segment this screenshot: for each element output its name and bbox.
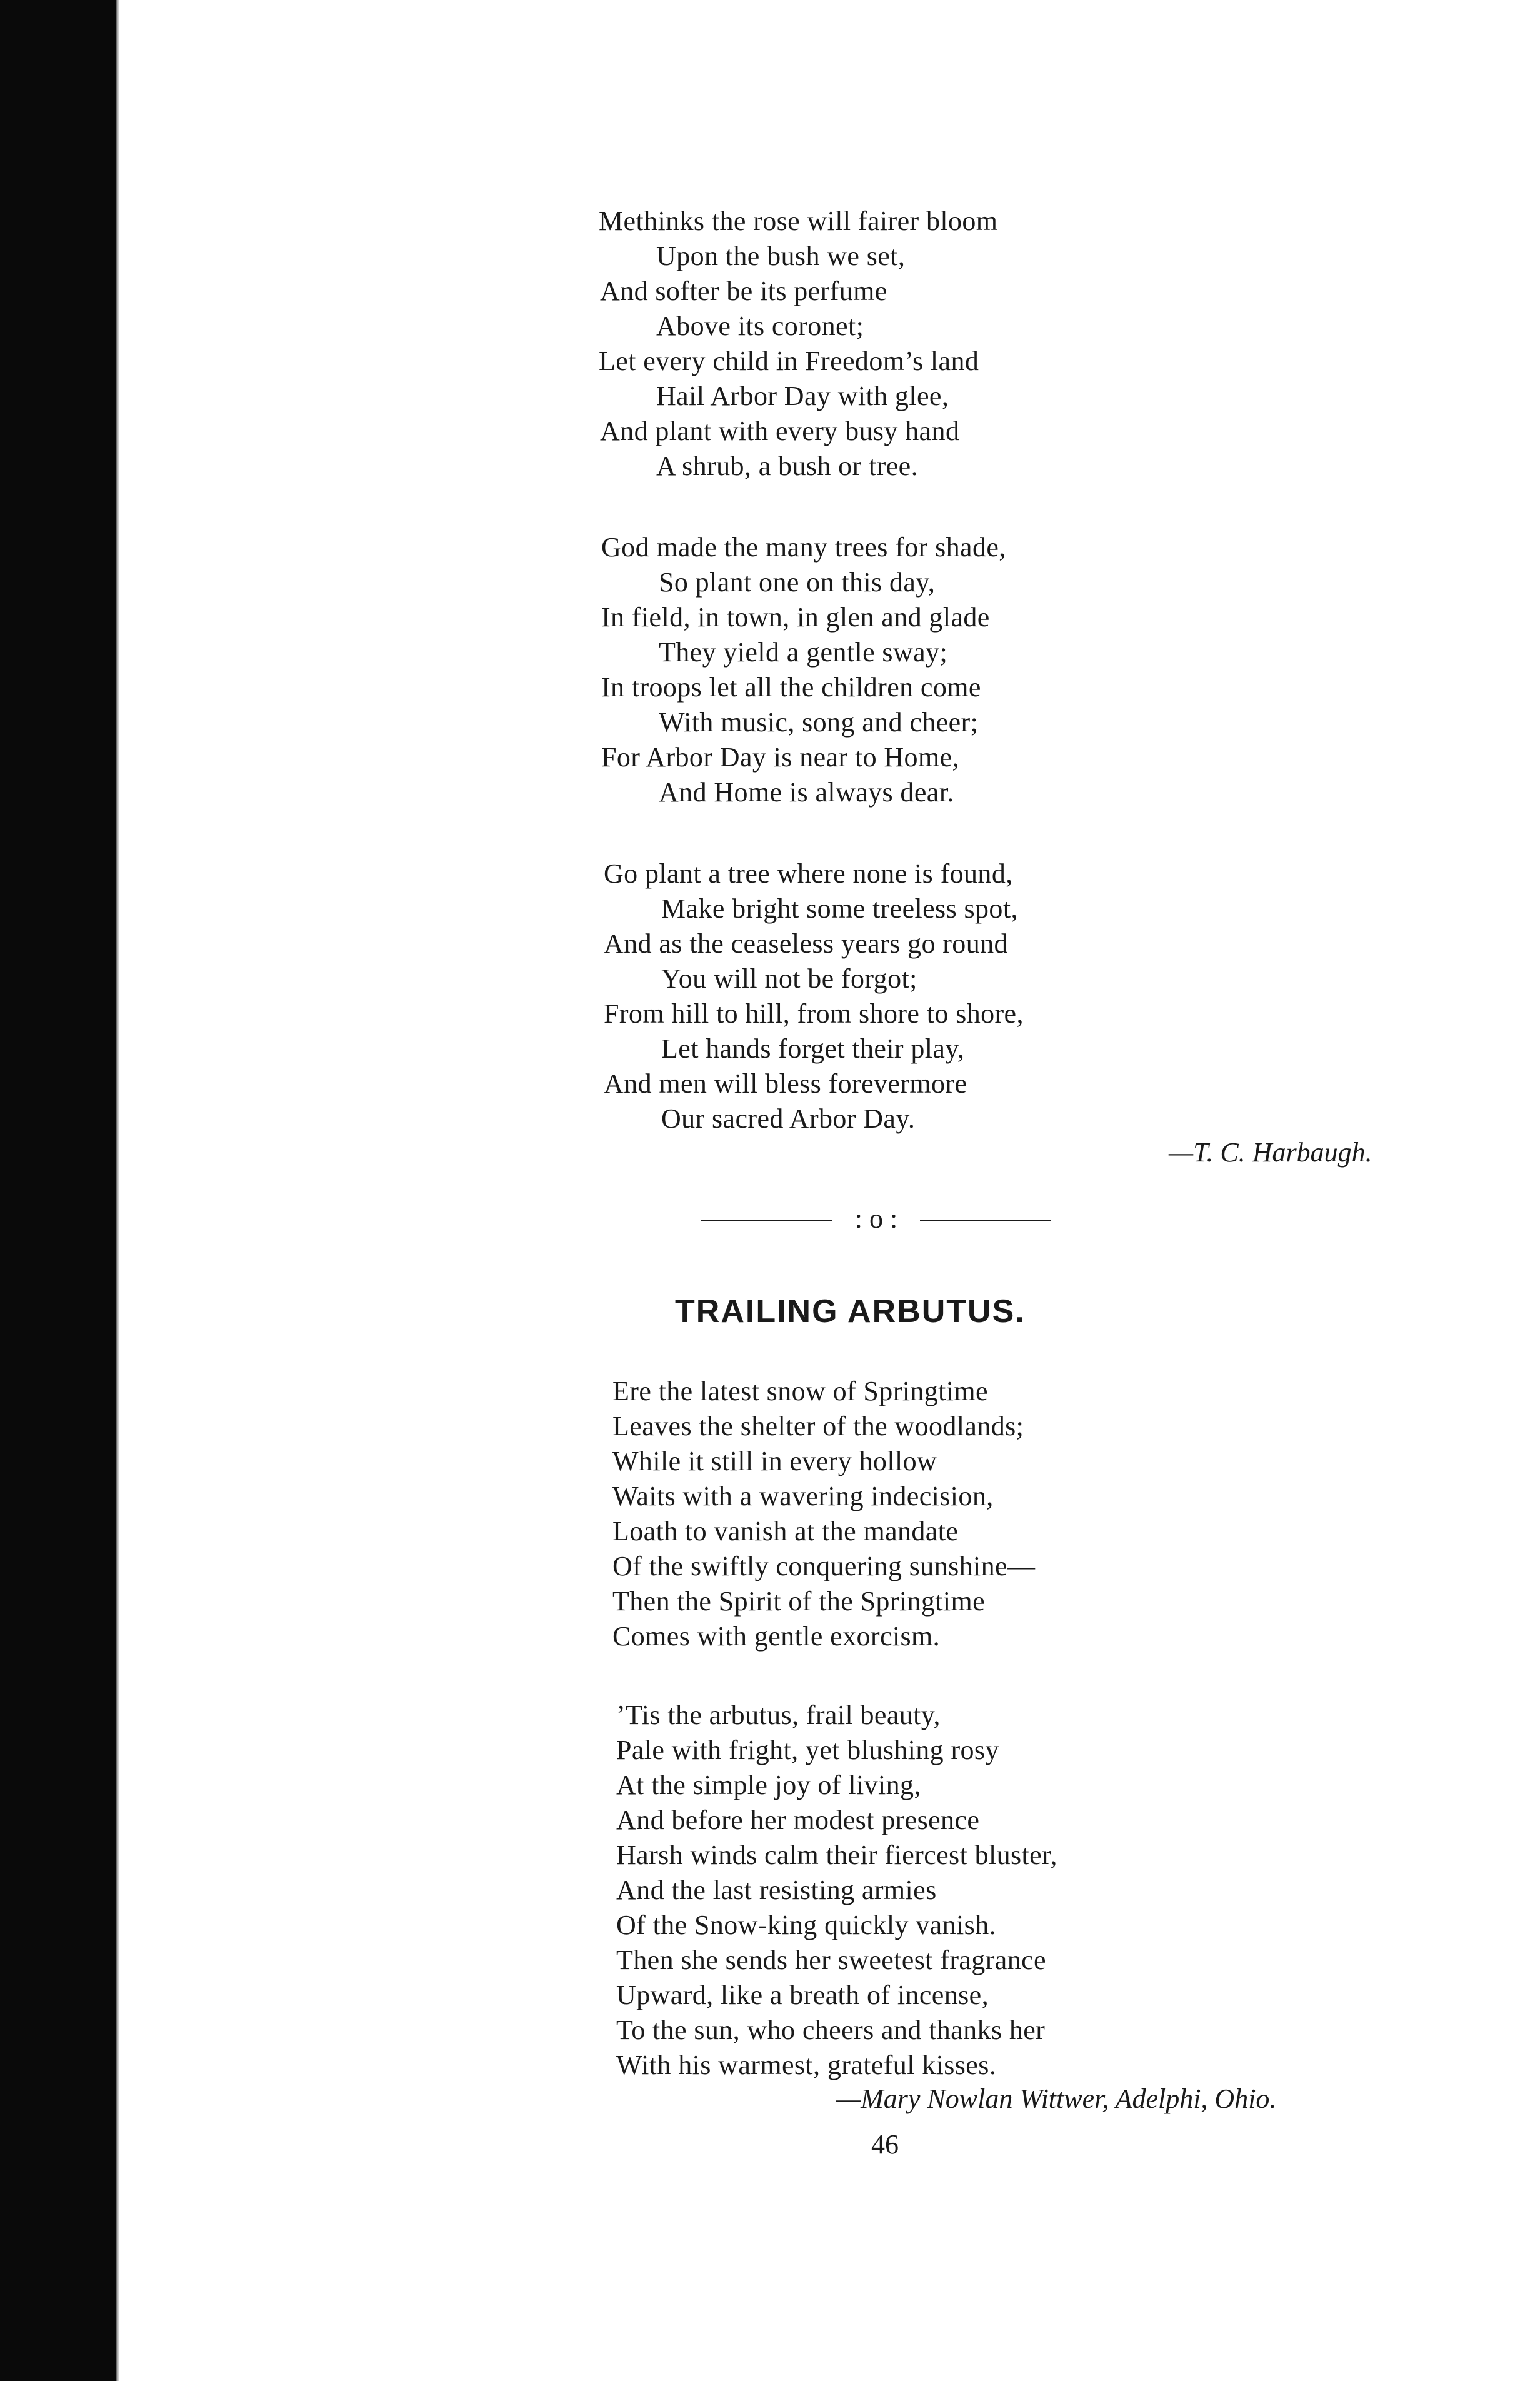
poem2-stanza2-line: With his warmest, grateful kisses.: [616, 2050, 997, 2080]
section-divider: [701, 1200, 1051, 1238]
poem2-title: TRAILING ARBUTUS.: [675, 1293, 1026, 1330]
poem2-stanza2-line: And the last resisting armies: [616, 1875, 937, 1905]
poem1-stanza3-line: From hill to hill, from shore to shore,: [604, 998, 1024, 1029]
poem2-stanza1-line: Then the Spirit of the Springtime: [612, 1586, 986, 1617]
divider-rule-right: [920, 1220, 1051, 1221]
poem2-stanza1-line: Leaves the shelter of the woodlands;: [612, 1411, 1024, 1441]
page-binding-shadow: [116, 0, 119, 2381]
page-number: 46: [871, 2129, 899, 2160]
poem2-stanza2-line: To the sun, who cheers and thanks her: [616, 2015, 1046, 2045]
poem2-stanza2-line: ’Tis the arbutus, frail beauty,: [616, 1700, 941, 1730]
poem1-stanza1-line: Methinks the rose will fairer bloom: [599, 206, 998, 236]
divider-rule-left: [701, 1220, 832, 1221]
poem2-stanza2-line: Pale with fright, yet blushing rosy: [616, 1735, 999, 1765]
poem1-stanza3-line: Let hands forget their play,: [661, 1033, 965, 1064]
poem1-stanza1-line: And plant with every busy hand: [600, 416, 960, 446]
poem2-stanza2-line: At the simple joy of living,: [616, 1770, 921, 1800]
poem2-attribution: —Mary Nowlan Wittwer, Adelphi, Ohio.: [836, 2083, 1277, 2114]
poem1-stanza2-line: For Arbor Day is near to Home,: [601, 742, 959, 773]
poem2-stanza1-line: Comes with gentle exorcism.: [612, 1621, 941, 1652]
poem1-stanza3-line: You will not be forgot;: [661, 963, 918, 994]
poem1-stanza1-line: A shrub, a bush or tree.: [656, 451, 918, 481]
poem2-stanza2-line: Then she sends her sweetest fragrance: [616, 1945, 1046, 1975]
poem1-stanza2-line: God made the many trees for shade,: [601, 532, 1006, 563]
poem2-stanza1-line: While it still in every hollow: [612, 1446, 938, 1476]
poem1-stanza1-line: Let every child in Freedom’s land: [599, 346, 979, 376]
poem2-stanza1-line: Waits with a wavering indecision,: [612, 1481, 994, 1511]
poem1-stanza2-line: They yield a gentle sway;: [659, 637, 948, 668]
poem1-stanza3-line: Our sacred Arbor Day.: [661, 1103, 916, 1134]
poem1-stanza3-line: And as the ceaseless years go round: [604, 928, 1008, 959]
poem1-stanza1-line: Above its coronet;: [656, 311, 864, 341]
poem1-stanza2-line: And Home is always dear.: [659, 777, 954, 808]
poem2-stanza1-line: Loath to vanish at the mandate: [612, 1516, 959, 1546]
poem1-stanza2-line: With music, song and cheer;: [659, 707, 979, 738]
poem1-stanza2-line: In field, in town, in glen and glade: [601, 602, 990, 633]
page-binding-edge: [0, 0, 116, 2381]
poem1-stanza2-line: In troops let all the children come: [601, 672, 981, 703]
poem1-stanza2-line: So plant one on this day,: [659, 567, 936, 598]
poem2-stanza2-line: Upward, like a breath of incense,: [616, 1980, 989, 2010]
poem1-stanza3-line: Make bright some treeless spot,: [661, 893, 1018, 924]
poem2-stanza2-line: And before her modest presence: [616, 1805, 980, 1835]
divider-mark: : o :: [854, 1203, 898, 1234]
poem2-stanza2-line: Of the Snow-king quickly vanish.: [616, 1910, 996, 1940]
poem1-stanza3-line: And men will bless forevermore: [604, 1068, 968, 1099]
poem1-stanza3-line: Go plant a tree where none is found,: [604, 858, 1013, 889]
poem2-stanza2-line: Harsh winds calm their fiercest bluster,: [616, 1840, 1058, 1870]
poem2-stanza1-line: Of the swiftly conquering sunshine—: [612, 1551, 1036, 1581]
poem1-stanza1-line: Upon the bush we set,: [656, 241, 906, 271]
poem2-stanza1-line: Ere the latest snow of Springtime: [612, 1376, 988, 1406]
poem1-attribution: —T. C. Harbaugh.: [1169, 1137, 1372, 1168]
poem1-stanza1-line: And softer be its perfume: [600, 276, 888, 306]
poem1-stanza1-line: Hail Arbor Day with glee,: [656, 381, 949, 411]
